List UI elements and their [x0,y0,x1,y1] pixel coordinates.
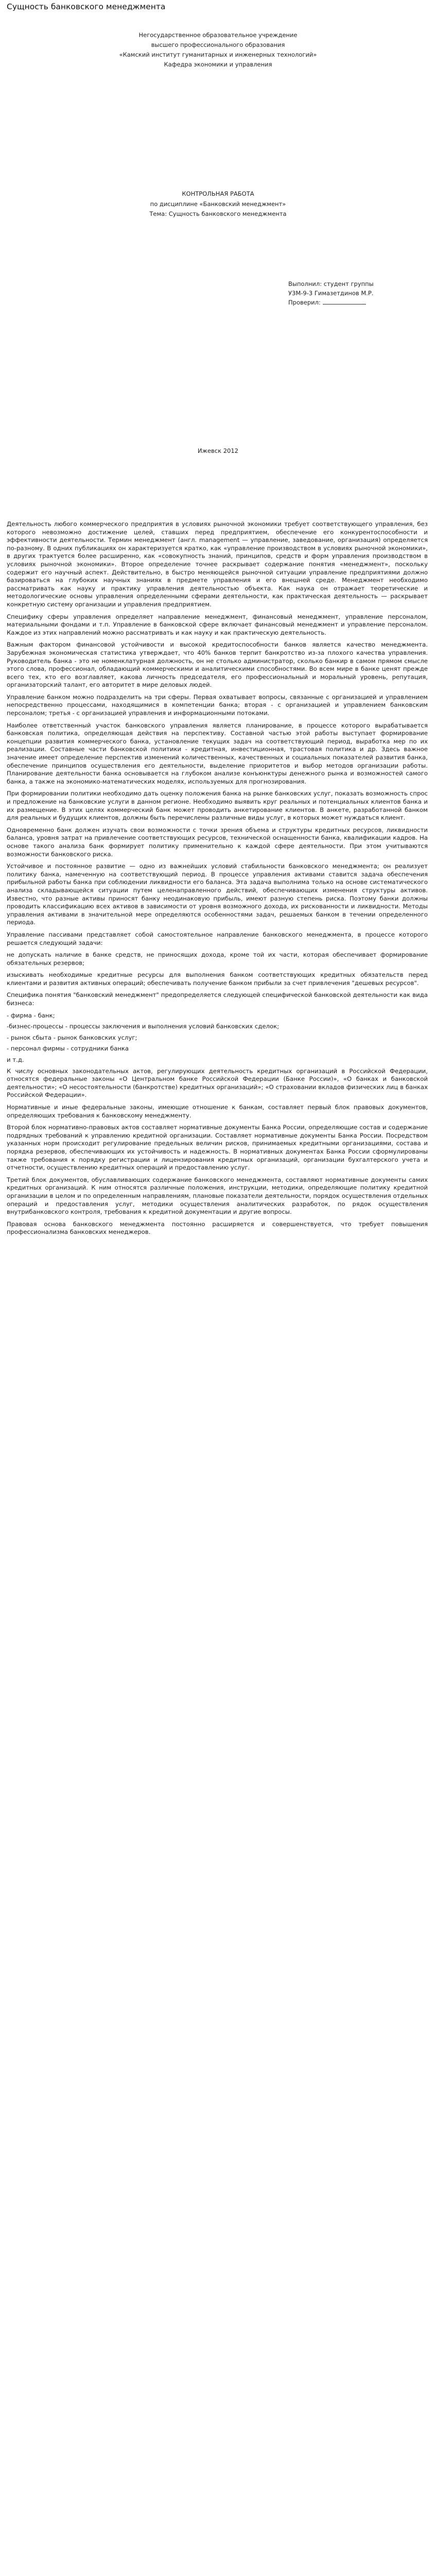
institution-line-2: высшего профессионального образования [151,41,285,48]
document-body [7,520,428,1241]
institution-line-1: Негосударственное образовательное учреждение [138,31,298,39]
body-paragraph-6: При формировании политики необходимо дать оценку положения банка на рынке банковских услуг, показать возможность спрос и предложение на банковские услуги в данном регионе. Необходимо выявить круг реальных и потенциальных клиентов банка и их размещение. В этих целях коммерческий банк может проводить анкетирование клиентов. В анкете, разработанной банком для реальных и будущих клиентов, должны быть перечислены различные виды услуг, в которых может нуждаться клиент. [7,790,428,822]
body-paragraph-16: Третий блок документов, обуславливающих содержание банковского менеджмента, составляют нормативные документы самих кредитных организаций. К ним относятся различные положения, инструкции, методики, определяющие политику кредитной организации в целом и по определенным направлениям, плановые показатели деятельности, порядок осуществления отдельных операций и предоставления услуг, методики осуществления аналитических разработок, по рядок осуществления внутрибанковского контроля, требования к кредитной документации и другие вопросы. [7,1176,428,1216]
body-paragraph-4: Управление банком можно подразделить на три сферы. Первая охватывает вопросы, связанные с организацией и управлением непосредственно процессами, находящимися в компетенции банка; вторая - с организацией и управлением банковским персоналом; третья - с организацией управления и информационными потоками. [7,693,428,717]
body-paragraph-14: Нормативные и иные федеральные законы, имеющие отношение к банкам, составляет первый блок правовых документов, определяющих требования к банковскому менеджменту. [7,1104,428,1119]
student-name: У3М-9-3 Гимазетдинов М.Р. [288,290,374,297]
authors-block [288,279,427,307]
checked-by-label: Проверил: [288,299,321,306]
list-item-5: и т.д. [7,1056,24,1064]
body-paragraph-17: Правовая основа банковского менеджмента постоянно расширяется и совершенствуется, что требует повышения профессионализма банковских менеджеров. [7,1220,428,1236]
body-paragraph-13: К числу основных законодательных актов, регулирующих деятельность кредитных организаций в Российской Федерации, относятся федеральные законы «О Центральном банке Российской Федерации (Банке России)», «О банках и банковской деятельности»; «О несостоятельности (банкротстве) кредитных организаций»; «О страховании вкладов физических лиц в банках Российской Федерации». [7,1067,428,1099]
body-paragraph-3: Важным фактором финансовой устойчивости и высокой кредитоспособности банков является качество менеджмента. Зарубежная экономическая статистика утверждает, что 40% банков терпит банкротство из-за плохого качества управления. Руководитель банка - это не номенклатурная должность, он не столько администратор, сколько банкир в самом прямом смысле этого слова, профессионал, обладающий коммерческими и аналитическими способностями. Во всем мире в банке ценят прежде всего тех, кто его возглавляет, какова личность председателя, его профессиональный и моральный уровень, репутация, организаторский талант, его авторитет в мире деловых людей. [7,641,428,689]
body-paragraph-7: Одновременно банк должен изучать свои возможности с точки зрения объема и структуры кредитных ресурсов, ликвидности баланса, уровня затрат на привлечение соответствующих ресурсов, технической оснащенности банка, квалификации кадров. На основе такого анализа банк формирует политику применительно к каждой сфере деятельности. При этом учитываются возможности банковского риска. [7,826,428,858]
work-type: КОНТРОЛЬНАЯ РАБОТА [182,190,254,197]
body-paragraph-10: не допускать наличие в банке средств, не приносящих дохода, кроме той их части, которая обеспечивает формирование обязательных резервов; [7,951,428,967]
body-paragraph-1: Деятельность любого коммерческого предприятия в условиях рыночной экономики требует соответствующего управления, без которого невозможно достижение целей, ставших перед предприятием, обеспечение его конкурентоспособности и эффективности деятельности. Термин менеджмент (англ. management — управление, заведование, организация) определяется по-разному. В одних публикациях он характеризуется кратко, как «управление производством в условиях рыночной экономики», в других трактуется более расширенно, как «совокупность знаний, принципов, средств и форм управления производством в условиях рыночной экономики». Второе определение точнее раскрывает содержание понятия «менеджмент», поскольку содержит его научный аспект. Действительно, в быстро меняющейся рыночной ситуации управление предприятиями должно базироваться на глубоких научных знаниях в предмете управления и его внешней среде. Менеджмент необходимо рассматривать как науку и практику управления деятельностью объекта. Как наука он отражает теоретические и методологические основы управления определенными сферами деятельности, как практическая деятельность — раскрывает конкретную систему организации и управления предприятием. [7,520,428,608]
body-paragraph-12: Спецификa понятия "банковский менеджмент" предопределяется следующей специфической банковской деятельности как вида бизнеса: [7,991,428,1007]
performed-by-label: Выполнил: студент группы [288,280,374,287]
body-paragraph-2: Специфику сферы управления определяет направление менеджмент, финансовый менеджмент, управление персоналом, материальными фондами и т.п. Управление в банковской сфере включает финансовый менеджмент и управление персоналом. Каждое из этих направлений можно рассматривать и как науку и как практическую деятельность. [7,613,428,636]
city-year: Ижевск 2012 [197,447,238,454]
institution-line-3: «Камский институт гуманитарных и инженерных технологий» [119,51,317,58]
body-paragraph-9: Управление пассивами представляет собой самостоятельное направление банковского менеджмента, в процессе которого решается следующий задачи: [7,930,428,946]
list-item-1: - фирма - банк; [7,1011,55,1019]
work-discipline: по дисциплине «Банковский менеджмент» [150,200,286,208]
document-title: Сущность банковского менеджмента [7,2,166,11]
body-paragraph-5: Наиболее ответственный участок банковского управления является планирование, в процессе которого вырабатывается банковская политика, определяющая действия на перспективу. Составной частью этой работы выступает формирование концепции развития коммерческого банка, установление текущих задач на соответствующий период, выработка мер по их реализации. Составные части банковской политики - кредитная, инвестиционная, трастовая политика и др. Здесь важное значение имеет определение перспектив изменений количественных, качественных и социальных показателей развития банка, обеспечение принципов осуществления его деятельности, выделение приоритетов и выбор методов организации работы. Планирование деятельности банка основывается на глубоком анализе конъюнктуры денежного рынка и возможностей самого банка, а также на экономико-математических моделях, используемых для прогнозирования. [7,721,428,785]
list-item-4: - персонал фирмы - сотрудники банка [7,1045,129,1053]
department-line: Кафедра экономики и управления [164,61,272,68]
body-paragraph-8: Устойчивое и постоянное развитие — одно из важнейших условий стабильности банковского менеджмента; он реализует политику банка, намеченную на соответствующий период. В процессе управления активами ставится задача обеспечения прибыльной работы банка при соблюдении ликвидности его баланса. Эта задача выполнима только на основе систематического анализа складывающейся ситуации путем целенаправленного действий, обеспечивающих изменения структуры активов. Известно, что разные активы приносят банку неодинаковую прибыль, имеют разную степень риска. Поэтому банки должны проводить классификацию всех активов в зависимости от уровня возможного дохода, их рискованности и ликвидности. Методы управления активами в значительной мере определяются особенностями задач, решаемых банком в течении определенного периода. [7,862,428,926]
work-topic: Тема: Сущность банковского менеджмента [149,210,287,217]
body-paragraph-15: Второй блок нормативно-правовых актов составляет нормативные документы Банка России, определяющие состав и содержание подрядных требований к управлению кредитной организации. Составляет нормативные документы Банка России. Посредством указанных норм происходит регулирование предельных величин рисков, принимаемых кредитными организациями, состава и порядка резервов, обеспечивающих их устойчивость и надежность. В нормативных документах Банка России сформулированы также требования к порядку регистрации и лицензирования кредитных организаций, организации бухгалтерского учета и отчетности, осуществлению кредитных операций и предоставлению услуг. [7,1124,428,1172]
list-item-2: -бизнес-процессы - процессы заключения и выполнения условий банковских сделок; [7,1023,280,1030]
signature-line [323,299,366,304]
checked-by-row [288,298,427,307]
list-item-3: - рынок сбыта - рынок банковских услуг; [7,1033,137,1041]
body-paragraph-11: изыскивать необходимые кредитные ресурсы для выполнения банком соответствующих кредитных обязательств перед клиентами и развития активных операций; обеспечивать получение банком прибыли за счет привлечения "дешевых ресурсов". [7,971,428,987]
